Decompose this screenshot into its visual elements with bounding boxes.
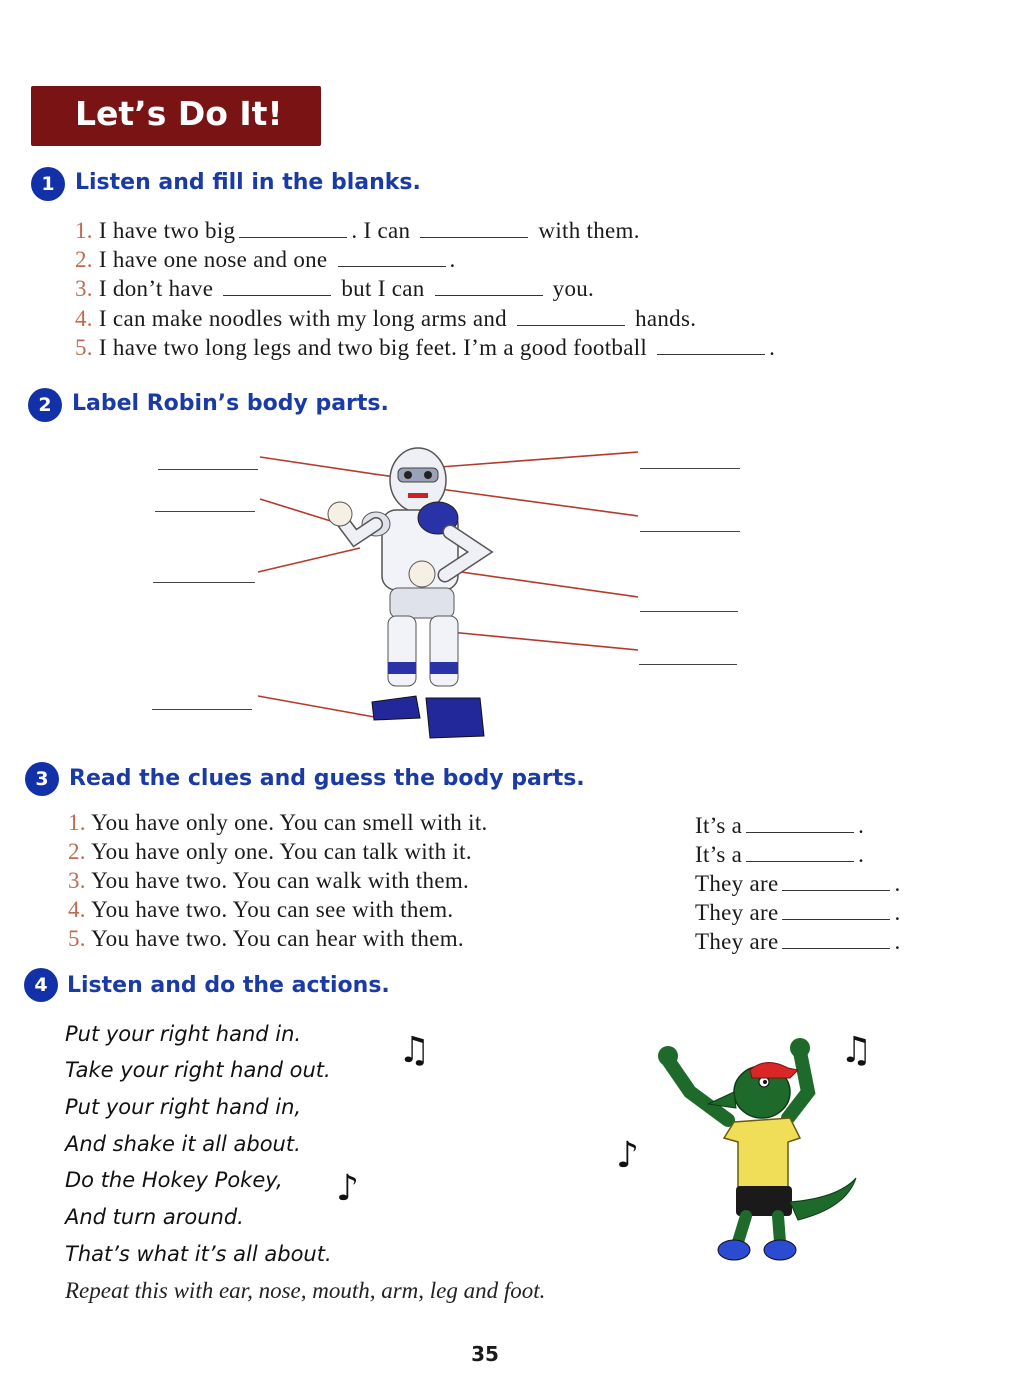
answer-blank[interactable] [782,870,890,891]
lyric-line: Put your right hand in, [65,1095,302,1119]
clue-number: 1. [68,810,86,835]
section-2-title: Label Robin’s body parts. [72,391,389,416]
s1-item-3 [75,275,594,302]
section-1-title: Listen and fill in the blanks. [75,170,421,195]
answer-blank[interactable] [782,899,890,920]
item-text: I can make noodles with my long arms and [98,306,507,331]
s1-item-1 [75,217,640,244]
music-note-icon: ♫ [398,1030,431,1071]
section-4-title: Listen and do the actions. [67,973,390,998]
answer-blank[interactable] [746,812,854,833]
item-text: . [449,247,456,272]
s3-answer-3: They are . [695,871,901,896]
s3-answer-2: It’s a . [695,842,865,867]
clue-text: You have two. You can walk with them. [91,868,470,893]
answer-blank[interactable] [782,928,890,949]
page-number: 35 [471,1342,499,1366]
section-3-title: Read the clues and guess the body parts. [69,766,585,791]
answer-prefix: They are [695,929,779,954]
section-1-badge: 1 [31,167,65,201]
music-note-icon: ♫ [840,1030,873,1071]
clue-number: 3. [68,868,86,893]
clue-number: 4. [68,897,86,922]
lyric-line: Take your right hand out. [65,1058,331,1082]
s3-answer-1: It’s a . [695,813,865,838]
robin-robot-illustration [150,440,750,750]
item-number: 3. [75,276,93,301]
lyric-line: That’s what it’s all about. [65,1242,332,1266]
section-4-badge: 4 [24,968,58,1002]
item-number: 4. [75,306,93,331]
s3-answer-5: They are . [695,929,901,954]
item-text: . I can [351,218,411,243]
section-2-badge: 2 [28,388,62,422]
clue-text: You have only one. You can smell with it. [91,810,488,835]
item-text: . [769,335,776,360]
item-number: 5. [75,335,93,360]
item-text: I don’t have [98,276,214,301]
repeat-instruction: Repeat this with ear, nose, mouth, arm, leg and foot. [65,1278,546,1303]
answer-blank[interactable] [420,217,528,238]
s3-clue-3 [68,868,469,894]
answer-blank[interactable] [239,217,347,238]
s3-clue-4 [68,897,453,923]
dancing-crocodile-illustration [650,1030,873,1265]
answer-prefix: They are [695,871,779,896]
s1-item-4 [75,305,696,332]
answer-blank[interactable] [338,246,446,267]
answer-blank[interactable] [223,275,331,296]
answer-blank[interactable] [435,275,543,296]
lyric-line: And shake it all about. [65,1132,301,1156]
answer-prefix: It’s a [695,813,743,838]
item-number: 2. [75,247,93,272]
answer-blank[interactable] [746,841,854,862]
answer-prefix: They are [695,900,779,925]
item-number: 1. [75,218,93,243]
answer-blank[interactable] [657,334,765,355]
s3-clue-5 [68,926,464,952]
section-3-badge: 3 [25,762,59,796]
banner-title: Let’s Do It! [75,94,283,133]
item-text: you. [552,276,595,301]
clue-number: 2. [68,839,86,864]
clue-text: You have two. You can hear with them. [91,926,464,951]
s3-clue-1 [68,810,488,836]
item-text: but I can [341,276,425,301]
answer-prefix: It’s a [695,842,743,867]
clue-text: You have two. You can see with them. [91,897,454,922]
clue-text: You have only one. You can talk with it. [91,839,472,864]
lyric-line: Do the Hokey Pokey, [65,1168,283,1192]
lyric-line: Put your right hand in. [65,1022,302,1046]
s1-item-2 [75,246,456,273]
item-text: I have two big [98,218,236,243]
s1-item-5 [75,334,775,361]
item-text: I have one nose and one [98,247,328,272]
clue-number: 5. [68,926,86,951]
music-note-icon: ♪ [336,1168,359,1209]
item-text: hands. [635,306,697,331]
s3-clue-2 [68,839,472,865]
answer-blank[interactable] [517,305,625,326]
music-note-icon: ♪ [616,1135,639,1176]
item-text: with them. [538,218,640,243]
item-text: I have two long legs and two big feet. I’m a good football [98,335,648,360]
title-banner [31,86,321,146]
lyric-line: And turn around. [65,1205,244,1229]
s3-answer-4: They are . [695,900,901,925]
